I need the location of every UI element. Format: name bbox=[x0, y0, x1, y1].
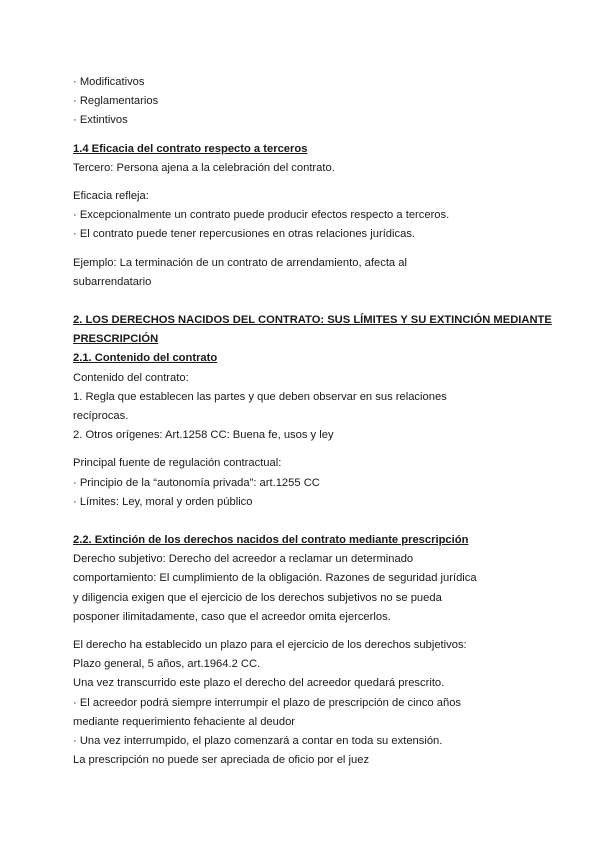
paragraph-line: Plazo general, 5 años, art.1964.2 CC. bbox=[73, 658, 261, 671]
paragraph-line: El derecho ha establecido un plazo para el ejercicio de los derechos subjetivos: bbox=[73, 639, 467, 652]
paragraph-line: Derecho subjetivo: Derecho del acreedor a reclamar un determinado bbox=[73, 553, 414, 566]
paragraph-line: Eficacia refleja: bbox=[73, 190, 149, 203]
list-item: · Excepcionalmente un contrato puede producir efectos respecto a terceros. bbox=[73, 209, 450, 222]
paragraph-line: y diligencia exigen que el ejercicio de los derechos subjetivos no se pueda bbox=[73, 591, 442, 604]
list-item: · El acreedor podrá siempre interrumpir el plazo de prescripción de cinco años bbox=[73, 696, 462, 709]
list-item: · Extintivos bbox=[73, 114, 128, 127]
paragraph-line: Principal fuente de regulación contractual: bbox=[73, 457, 282, 470]
section-heading-2-1: 2.1. Contenido del contrato bbox=[73, 352, 218, 365]
document-page bbox=[73, 73, 552, 771]
paragraph-line: Ejemplo: La terminación de un contrato de arrendamiento, afecta al bbox=[73, 256, 407, 269]
list-item: · Una vez interrumpido, el plazo comenzará a contar en toda su extensión. bbox=[73, 735, 443, 748]
list-item: · Límites: Ley, moral y orden público bbox=[73, 495, 253, 508]
paragraph-line: comportamiento: El cumplimiento de la obligación. Razones de seguridad jurídica bbox=[73, 572, 477, 585]
paragraph-line: recíprocas. bbox=[73, 410, 129, 423]
paragraph-line: Contenido del contrato: bbox=[73, 371, 189, 384]
section-heading-2: 2. LOS DERECHOS NACIDOS DEL CONTRATO: SUS LÍMITES Y SU EXTINCIÓN MEDIANTE bbox=[73, 314, 552, 327]
paragraph-line: 2. Otros orígenes: Art.1258 CC: Buena fe, usos y ley bbox=[73, 429, 334, 442]
paragraph-line: 1. Regla que establecen las partes y que deben observar en sus relaciones bbox=[73, 390, 447, 403]
paragraph-line: subarrendatario bbox=[73, 275, 152, 288]
paragraph-line: Una vez transcurrido este plazo el derecho del acreedor quedará prescrito. bbox=[73, 677, 445, 690]
paragraph-line: Tercero: Persona ajena a la celebración del contrato. bbox=[73, 161, 335, 174]
list-item: · El contrato puede tener repercusiones en otras relaciones jurídicas. bbox=[73, 228, 416, 241]
paragraph-line: posponer ilimitadamente, caso que el acreedor omita ejercerlos. bbox=[73, 610, 391, 623]
paragraph-line: mediante requerimiento fehaciente al deudor bbox=[73, 715, 296, 728]
list-item: · Principio de la “autonomía privada”: art.1255 CC bbox=[73, 476, 320, 489]
list-item: · Modificativos bbox=[73, 76, 145, 88]
paragraph-line: La prescripción no puede ser apreciada de oficio por el juez bbox=[73, 754, 370, 767]
section-heading-1-4: 1.4 Eficacia del contrato respecto a terceros bbox=[73, 142, 308, 155]
section-heading-2-2: 2.2. Extinción de los derechos nacidos del contrato mediante prescripción bbox=[73, 534, 469, 547]
section-heading-2: PRESCRIPCIÓN bbox=[73, 333, 159, 346]
list-item: · Reglamentarios bbox=[73, 95, 159, 108]
